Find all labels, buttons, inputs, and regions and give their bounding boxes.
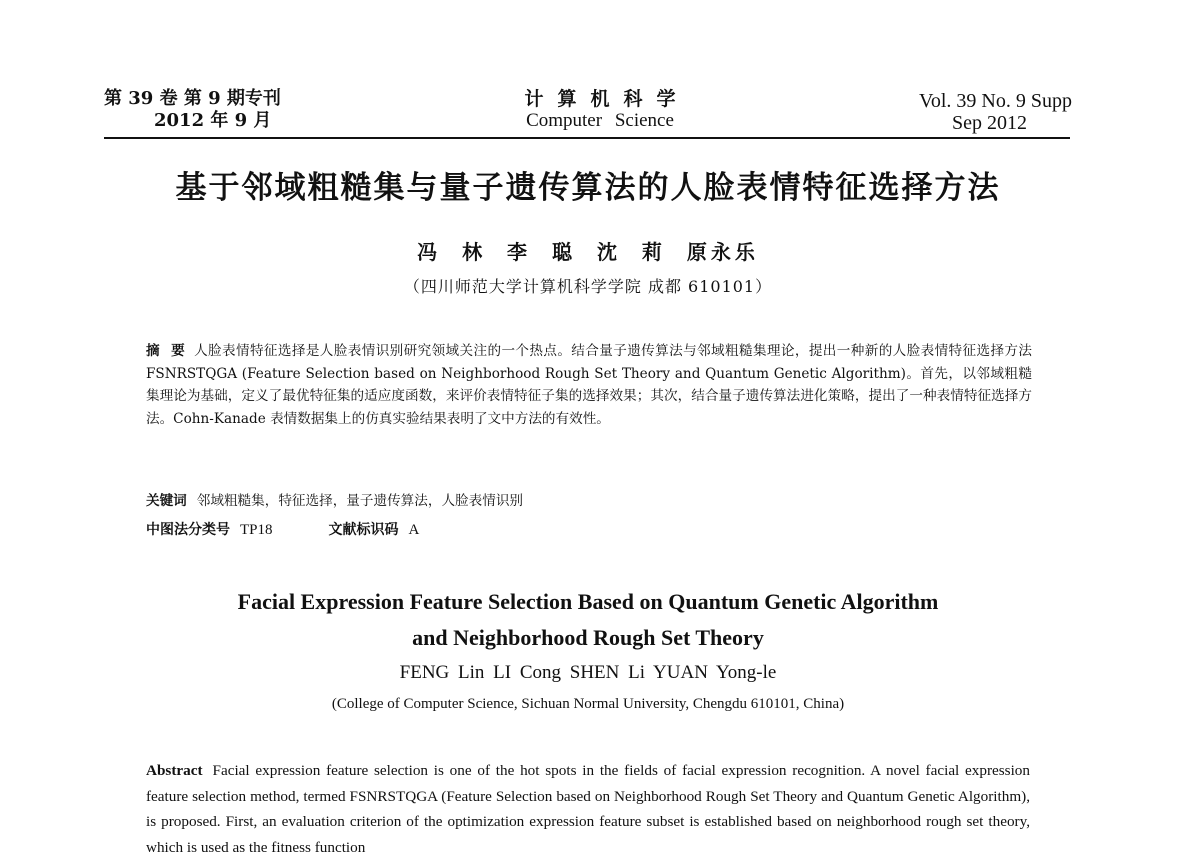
header-journal: [440, 88, 760, 132]
abstract-cn-label: 摘 要: [146, 343, 189, 359]
clc-label: 中图法分类号: [146, 522, 230, 538]
abstract-en-text: Facial expression feature selection is one of the hot spots in the fields of facial expression recognition. A novel facial expression feature selection method, termed FSNRSTQGA (Feature Selection based on Neighborhood Rough Set Theory and Quantum Genetic Algorithm), is proposed. First, an evaluation criterion of the optimization expression feature subset is established based on neighborhood rough set theory, which is used as the fitness function: [146, 762, 1030, 856]
keywords-cn: [146, 490, 1032, 512]
paper-title-en-line2: and Neighborhood Rough Set Theory: [412, 625, 764, 650]
date-cn: 2012 年 9 月: [154, 110, 272, 131]
volume-cn: 第 39 卷 第 9 期专刊: [104, 88, 281, 109]
affiliation-cn: （四川师范大学计算机科学学院 成都 610101）: [403, 277, 773, 296]
header-volume-en: [832, 90, 1072, 134]
abstract-cn-text: 人脸表情特征选择是人脸表情识别研究领域关注的一个热点。结合量子遗传算法与邻域粗糙集理论，提出一种新的人脸表情特征选择方法 FSNRSTQGA (Feature Selection based on Neighborhood Rough Set Theory and Quantum Genetic Algorithm)。首先，以邻域粗糙集理论为基础，定义了最优特征集的适应度函数，来评价表情特征子集的选择效果；其次，结合量子遗传算法进化策略，提出了一种表情特征选择方法。Cohn-Kanade 表情数据集上的仿真实验结果表明了文中方法的有效性。: [146, 343, 1033, 427]
authors-en: FENG Lin LI Cong SHEN Li YUAN Yong-le: [399, 662, 777, 683]
abstract-en-label: Abstract: [146, 762, 203, 779]
clc-value: TP18: [240, 522, 273, 538]
date-en: Sep 2012: [952, 112, 1027, 134]
doc-code-value: A: [408, 522, 420, 538]
abstract-en: [146, 758, 1030, 859]
paper-title-cn: 基于邻域粗糙集与量子遗传算法的人脸表情特征选择方法: [175, 170, 1001, 206]
volume-en: Vol. 39 No. 9 Supp: [919, 90, 1072, 112]
authors-cn: 冯 林 李 聪 沈 莉 原永乐: [417, 240, 759, 264]
header-rule: [104, 137, 1070, 139]
journal-name-en: Computer Science: [526, 110, 674, 131]
affiliation-en: (College of Computer Science, Sichuan Normal University, Chengdu 610101, China): [331, 696, 845, 712]
keywords-cn-label: 关键词: [146, 493, 187, 509]
keywords-cn-text: 邻域粗糙集，特征选择，量子遗传算法，人脸表情识别: [196, 493, 524, 509]
paper-title-en: [0, 584, 1176, 656]
doc-code-label: 文献标识码: [328, 522, 399, 538]
abstract-cn: [146, 340, 1032, 430]
journal-name-cn: 计算机科学: [524, 88, 690, 110]
classification-cn: [146, 519, 1032, 541]
paper-title-en-line1: Facial Expression Feature Selection Based on Quantum Genetic Algorithm: [237, 589, 939, 614]
header-volume-cn: [104, 88, 364, 132]
